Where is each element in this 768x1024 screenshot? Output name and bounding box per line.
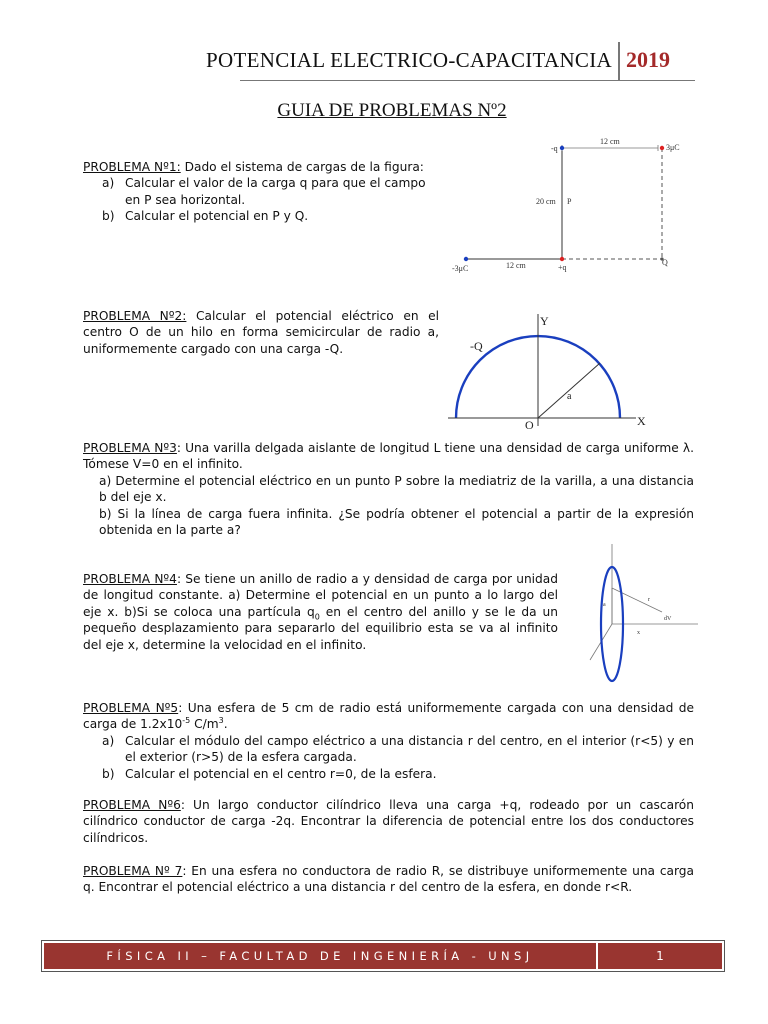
page-number: 1 bbox=[656, 949, 664, 963]
fig1-side-dim: 20 cm bbox=[536, 197, 556, 206]
problem-5-label: PROBLEMA Nº5 bbox=[83, 701, 179, 715]
problem-7 bbox=[83, 863, 694, 896]
fig1-bottom-dim: 12 cm bbox=[506, 261, 526, 270]
fig2-origin: O bbox=[525, 418, 534, 432]
fig1-neg-3uc: -3μC bbox=[452, 264, 469, 273]
problem-6-label: PROBLEMA Nº6 bbox=[83, 798, 181, 812]
problem-4 bbox=[83, 571, 558, 653]
charge-neg-q-dot bbox=[560, 146, 564, 150]
problem-4-text-a: : Se tiene un anillo de radio a y densidad de carga por unidad de longitud constante. a) Determine el potencial en un punto a lo largo del eje x. b)Si se coloca una partícula q bbox=[83, 572, 558, 619]
problem-3-label: PROBLEMA Nº3 bbox=[83, 441, 177, 455]
charge-neg-3uc-dot bbox=[464, 257, 468, 261]
problem-1-intro: Dado el sistema de cargas de la figura: bbox=[180, 160, 424, 174]
problem-2 bbox=[83, 308, 439, 357]
fig2-y-axis: Y bbox=[540, 314, 549, 328]
problem-4-subscript: 0 bbox=[314, 612, 320, 622]
fig2-radius: a bbox=[567, 391, 572, 402]
problem-1-figure bbox=[448, 133, 680, 278]
guide-title: GUIA DE PROBLEMAS Nº2 bbox=[277, 100, 507, 121]
fig1-top-dim: 12 cm bbox=[600, 137, 620, 146]
header-title: POTENCIAL ELECTRICO-CAPACITANCIA bbox=[206, 48, 612, 72]
problem-3-intro: : Una varilla delgada aislante de longitud L tiene una densidad de carga uniforme λ. Tómese V=0 en el infinito. bbox=[83, 441, 694, 472]
problem-2-text: Calcular el potencial eléctrico en el centro O de un hilo en forma semicircular de radio a, uniformemente cargado con una carga -Q. bbox=[83, 309, 439, 356]
fig2-charge: -Q bbox=[470, 339, 483, 353]
problem-1-label: PROBLEMA Nº1: bbox=[83, 160, 181, 174]
problem-4-text-b: en el centro del anillo y se le da un pequeño desplazamiento para separarlo del equilibrio esta se va al infinito del eje x, determine la velocidad en el infinito. bbox=[83, 604, 558, 652]
fig1-neg-q: -q bbox=[551, 144, 558, 153]
problem-1 bbox=[83, 159, 443, 225]
problem-2-label: PROBLEMA Nº2: bbox=[83, 309, 187, 323]
header-divider bbox=[618, 42, 620, 80]
footer-text: FÍSICA II – FACULTAD DE INGENIERÍA - UNSJ bbox=[106, 949, 534, 963]
footer-bar bbox=[44, 943, 722, 969]
problem-1-item-a: a) Calcular el valor de la carga q para que el campo en P sea horizontal. bbox=[102, 176, 426, 207]
problem-5-item-a: a) Calcular el módulo del campo eléctrico a una distancia r del centro, en el interior (r<5) y en el exterior (r>5) de la esfera cargada. bbox=[102, 733, 694, 765]
problem-3-item-b: b) Si la línea de carga fuera infinita. ¿Se podría obtener el potencial a partir de la expresión obtenida en la parte a? bbox=[99, 506, 694, 538]
problem-4-label: PROBLEMA Nº4 bbox=[83, 572, 177, 586]
charge-3uc-dot bbox=[660, 146, 664, 150]
fig4-dv: dV bbox=[664, 616, 672, 622]
fig1-3uc: 3μC bbox=[666, 143, 680, 152]
footer bbox=[41, 940, 725, 972]
problem-3 bbox=[83, 440, 694, 538]
problem-7-label: PROBLEMA Nº 7 bbox=[83, 864, 183, 878]
problem-2-figure bbox=[448, 308, 658, 433]
fig4-r: r bbox=[648, 597, 650, 603]
fig1-pos-q: +q bbox=[558, 263, 567, 272]
problem-6 bbox=[83, 797, 694, 846]
problem-7-text: : En una esfera no conductora de radio R, se distribuye uniformemente una carga q. Encontrar el potencial eléctrico a una distancia r del centro de la esfera, en donde r<R. bbox=[83, 864, 695, 895]
problem-6-text: : Un largo conductor cilíndrico lleva una carga +q, rodeado por un cascarón cilíndrico conductor de carga -2q. Encontrar la diferencia de potencial entre los dos conductores cilíndricos. bbox=[83, 798, 694, 845]
problem-4-figure bbox=[580, 540, 700, 685]
problem-5-item-b: b) Calcular el potencial en el centro r=0, de la esfera. bbox=[102, 766, 437, 781]
problem-1-item-b: b) Calcular el potencial en P y Q. bbox=[102, 209, 309, 224]
fig2-x-axis: X bbox=[637, 414, 646, 428]
fig4-x: x bbox=[637, 630, 640, 636]
charge-pos-q-dot bbox=[560, 257, 564, 261]
fig1-q: Q bbox=[662, 258, 668, 267]
header-year: 2019 bbox=[626, 47, 670, 72]
fig4-a: a bbox=[603, 602, 606, 608]
header-rule bbox=[240, 80, 695, 81]
problem-5: PROBLEMA Nº5: Una esfera de 5 cm de radio está uniformemente cargada con una densidad de carga de $1.2x10^{-5}$ $C/m^3$. a) Calcular el módulo del campo eléctrico a una distancia r del centro, en el interior (r<5) y en el exterior (r>5) de la esfera cargada. b) Calcular el potencial en el centro r=0, de la esfera. bbox=[83, 701, 694, 781]
fig1-p: P bbox=[567, 197, 572, 206]
problem-3-item-a: a) Determine el potencial eléctrico en un punto P sobre la mediatriz de la varilla, a una distancia b del eje x. bbox=[99, 473, 694, 505]
